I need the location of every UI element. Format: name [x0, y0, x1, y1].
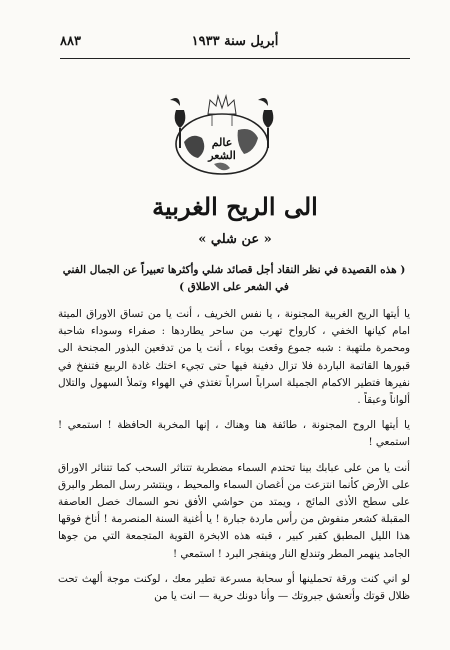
- intro-note: ( هذه القصيدة في نظر النقاد أجل قصائد شلي وأكثرها تعبيراً عن الجمال الفني في الشعر على الاطلاق ): [62, 264, 406, 293]
- paragraph: يا أيتها الريح الغربية المجنونة ، يا نفس الخريف ، أنت يا من تساق الاوراق الميتة امام كيانها الخفي ، كارواح تهرب من ساحر يطاردها : صفراء وسوداء شاحبة ومحمرة ملتهبة : شبه جموع وقعت بوباء ، أنت يا من تدفعين البذور المجنحة الى قبورها القاتمة الباردة فلا تزال دفينة فيها حتى تجيء اختك غادة الربيع فتنفخ في نفيرها فتطير الاكمام الجميلة اسراباً اسراباً تغتذي في الهواء وتملأ السهول والتلال ألواناً وعبقاً .: [58, 308, 410, 407]
- paragraph: أنت يا من على عبابك بينا تحتدم السماء مضطربة تتناثر السحب كما تتناثر الاوراق على الأرض كأنما انتزعت من أغصان السماء والمحيط ، وينتشر رسل المطر والبرق على سطح الأذى المائج ، ويمتد من حواشي الأفق نحو السماك خصل العاصفة المقبلة كشعر منفوش من رأس ماردة جبارة ! يا أغنية السنة المنصرمة ! أناخ فوقها هذا الليل المطبق كقبر كبير ، قبته هذه الابخرة القوية المتجمعة التي من جوها الجامد ينهمر المطر وتندلع النار وينفجر البرد ! استمعي !: [58, 461, 410, 560]
- page-header: [60, 34, 410, 56]
- issue-date: أبريل سنة ١٩٣٣: [191, 34, 279, 49]
- paragraph: يا أيتها الروح المجنونة ، طائفة هنا وهناك ، إنها المخربة الحافظة ! استمعي ! استمعي !: [58, 419, 410, 449]
- emblem-label: عالم الشعر: [208, 136, 236, 162]
- header-rule: [60, 58, 410, 59]
- poem-title: الى الريح الغربية: [152, 192, 318, 221]
- poem-body: [58, 306, 410, 605]
- page-number: ٨٨٣: [60, 34, 81, 49]
- section-emblem: [158, 92, 286, 182]
- poem-author: « عن شلي »: [198, 232, 272, 247]
- paragraph: لو اني كنت ورقة تحملينها أو سحابة مسرعة تطير معك ، لوكنت موجة ألهث تحت ظلال قوتك وأتعشق جبروتك — وأنا دونك حرية — انت يا من: [58, 572, 410, 603]
